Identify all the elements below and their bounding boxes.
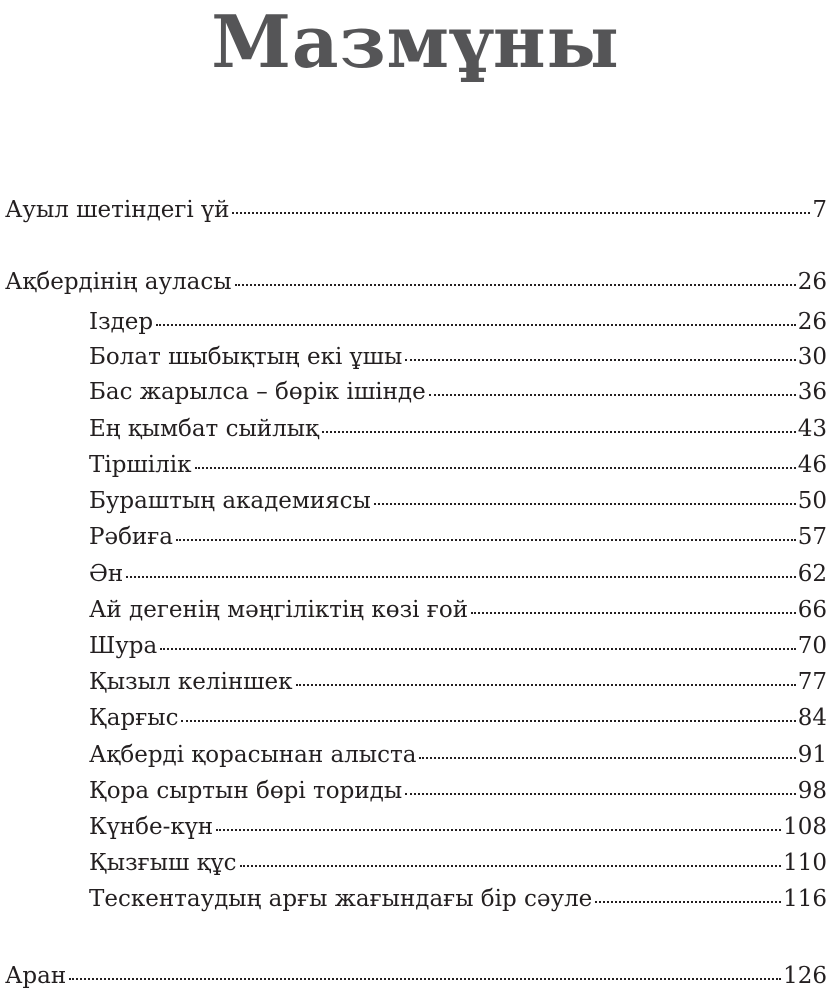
- dot-leader: [232, 212, 810, 214]
- toc-entry: [89, 451, 827, 479]
- toc-entry-title: Күнбе-күн: [89, 814, 214, 840]
- toc-entry-title: Іздер: [89, 309, 154, 335]
- dot-leader: [405, 793, 796, 795]
- toc-entry-page: 66: [797, 597, 827, 623]
- toc-entry-page: 46: [797, 452, 827, 478]
- dot-leader: [176, 539, 796, 541]
- toc-entry: [89, 487, 827, 515]
- toc-entry-page: 26: [797, 309, 827, 335]
- toc-entry: [89, 632, 827, 660]
- toc-entry-title: Тескентаудың арғы жағындағы бір сәуле: [89, 886, 593, 912]
- toc-entry: [89, 415, 827, 443]
- toc-entry-title: Бураштың академиясы: [89, 488, 371, 514]
- toc-entry: [89, 343, 827, 371]
- toc-entry: [89, 813, 827, 841]
- toc-entry-title: Ән: [89, 561, 124, 587]
- dot-leader: [405, 359, 795, 361]
- toc-entry: [89, 668, 827, 696]
- toc-entry: [89, 378, 827, 406]
- dot-leader: [322, 431, 796, 433]
- toc-entry-title: Ақбердінің ауласы: [5, 269, 232, 295]
- toc-entry-title: Ақберді қорасынан алыста: [89, 742, 417, 768]
- toc-entry-title: Болат шыбықтың екі ұшы: [89, 344, 403, 370]
- toc-entry: [89, 741, 827, 769]
- toc-entry: [5, 962, 827, 990]
- toc-entry-page: 77: [797, 669, 827, 695]
- toc-entry-page: 98: [797, 778, 827, 804]
- toc-entry-page: 7: [812, 197, 827, 223]
- dot-leader: [419, 757, 795, 759]
- toc-entry: [89, 849, 827, 877]
- toc-entry-title: Бас жарылса – бөрік ішінде: [89, 379, 426, 405]
- toc-entry-page: 110: [783, 850, 827, 876]
- toc-entry-title: Тіршілік: [89, 452, 192, 478]
- toc-entry-page: 91: [797, 742, 827, 768]
- toc-entry-page: 62: [797, 561, 827, 587]
- toc-entry-page: 36: [797, 379, 827, 405]
- toc-entry: [89, 560, 827, 588]
- toc-entry-title: Қарғыс: [89, 705, 179, 731]
- toc-entry-title: Қора сыртын бөрі ториды: [89, 778, 403, 804]
- dot-leader: [195, 467, 796, 469]
- dot-leader: [126, 576, 796, 578]
- toc-entry: [89, 523, 827, 551]
- toc-entry: [89, 885, 827, 913]
- toc-entry-page: 43: [797, 416, 827, 442]
- toc-entry-page: 108: [783, 814, 827, 840]
- dot-leader: [595, 901, 781, 903]
- toc-entry: [5, 196, 827, 224]
- toc-entry: [89, 704, 827, 732]
- toc-entry-title: Аран: [5, 963, 67, 989]
- toc-entry-page: 57: [797, 524, 827, 550]
- toc-entry-page: 116: [783, 886, 827, 912]
- toc-entry-page: 84: [797, 705, 827, 731]
- toc-entry: [5, 268, 827, 296]
- dot-leader: [216, 829, 781, 831]
- dot-leader: [69, 978, 781, 980]
- dot-leader: [429, 394, 796, 396]
- toc-entry-page: 50: [797, 488, 827, 514]
- toc-entry-title: Ең қымбат сыйлық: [89, 416, 319, 442]
- dot-leader: [181, 720, 795, 722]
- toc-entry-page: 30: [797, 344, 827, 370]
- dot-leader: [374, 503, 796, 505]
- toc-entry: [89, 596, 827, 624]
- toc-entry: [89, 777, 827, 805]
- dot-leader: [156, 324, 796, 326]
- toc-entry: [89, 308, 827, 336]
- dot-leader: [160, 648, 796, 650]
- toc-entry-title: Қызыл келіншек: [89, 669, 293, 695]
- toc-entry-title: Ай дегенің мәңгіліктің көзі ғой: [89, 597, 469, 623]
- toc-entry-title: Рәбиға: [89, 524, 174, 550]
- toc-entry-page: 126: [783, 963, 827, 989]
- toc-entry-page: 26: [797, 269, 827, 295]
- toc-entry-page: 70: [797, 633, 827, 659]
- dot-leader: [296, 684, 796, 686]
- dot-leader: [235, 284, 796, 286]
- page-title: Мазмұны: [211, 0, 620, 84]
- dot-leader: [471, 612, 796, 614]
- dot-leader: [240, 865, 782, 867]
- toc-entry-title: Шура: [89, 633, 158, 659]
- toc-entry-title: Қызғыш құс: [89, 850, 237, 876]
- toc-entry-title: Ауыл шетіндегі үй: [5, 197, 230, 223]
